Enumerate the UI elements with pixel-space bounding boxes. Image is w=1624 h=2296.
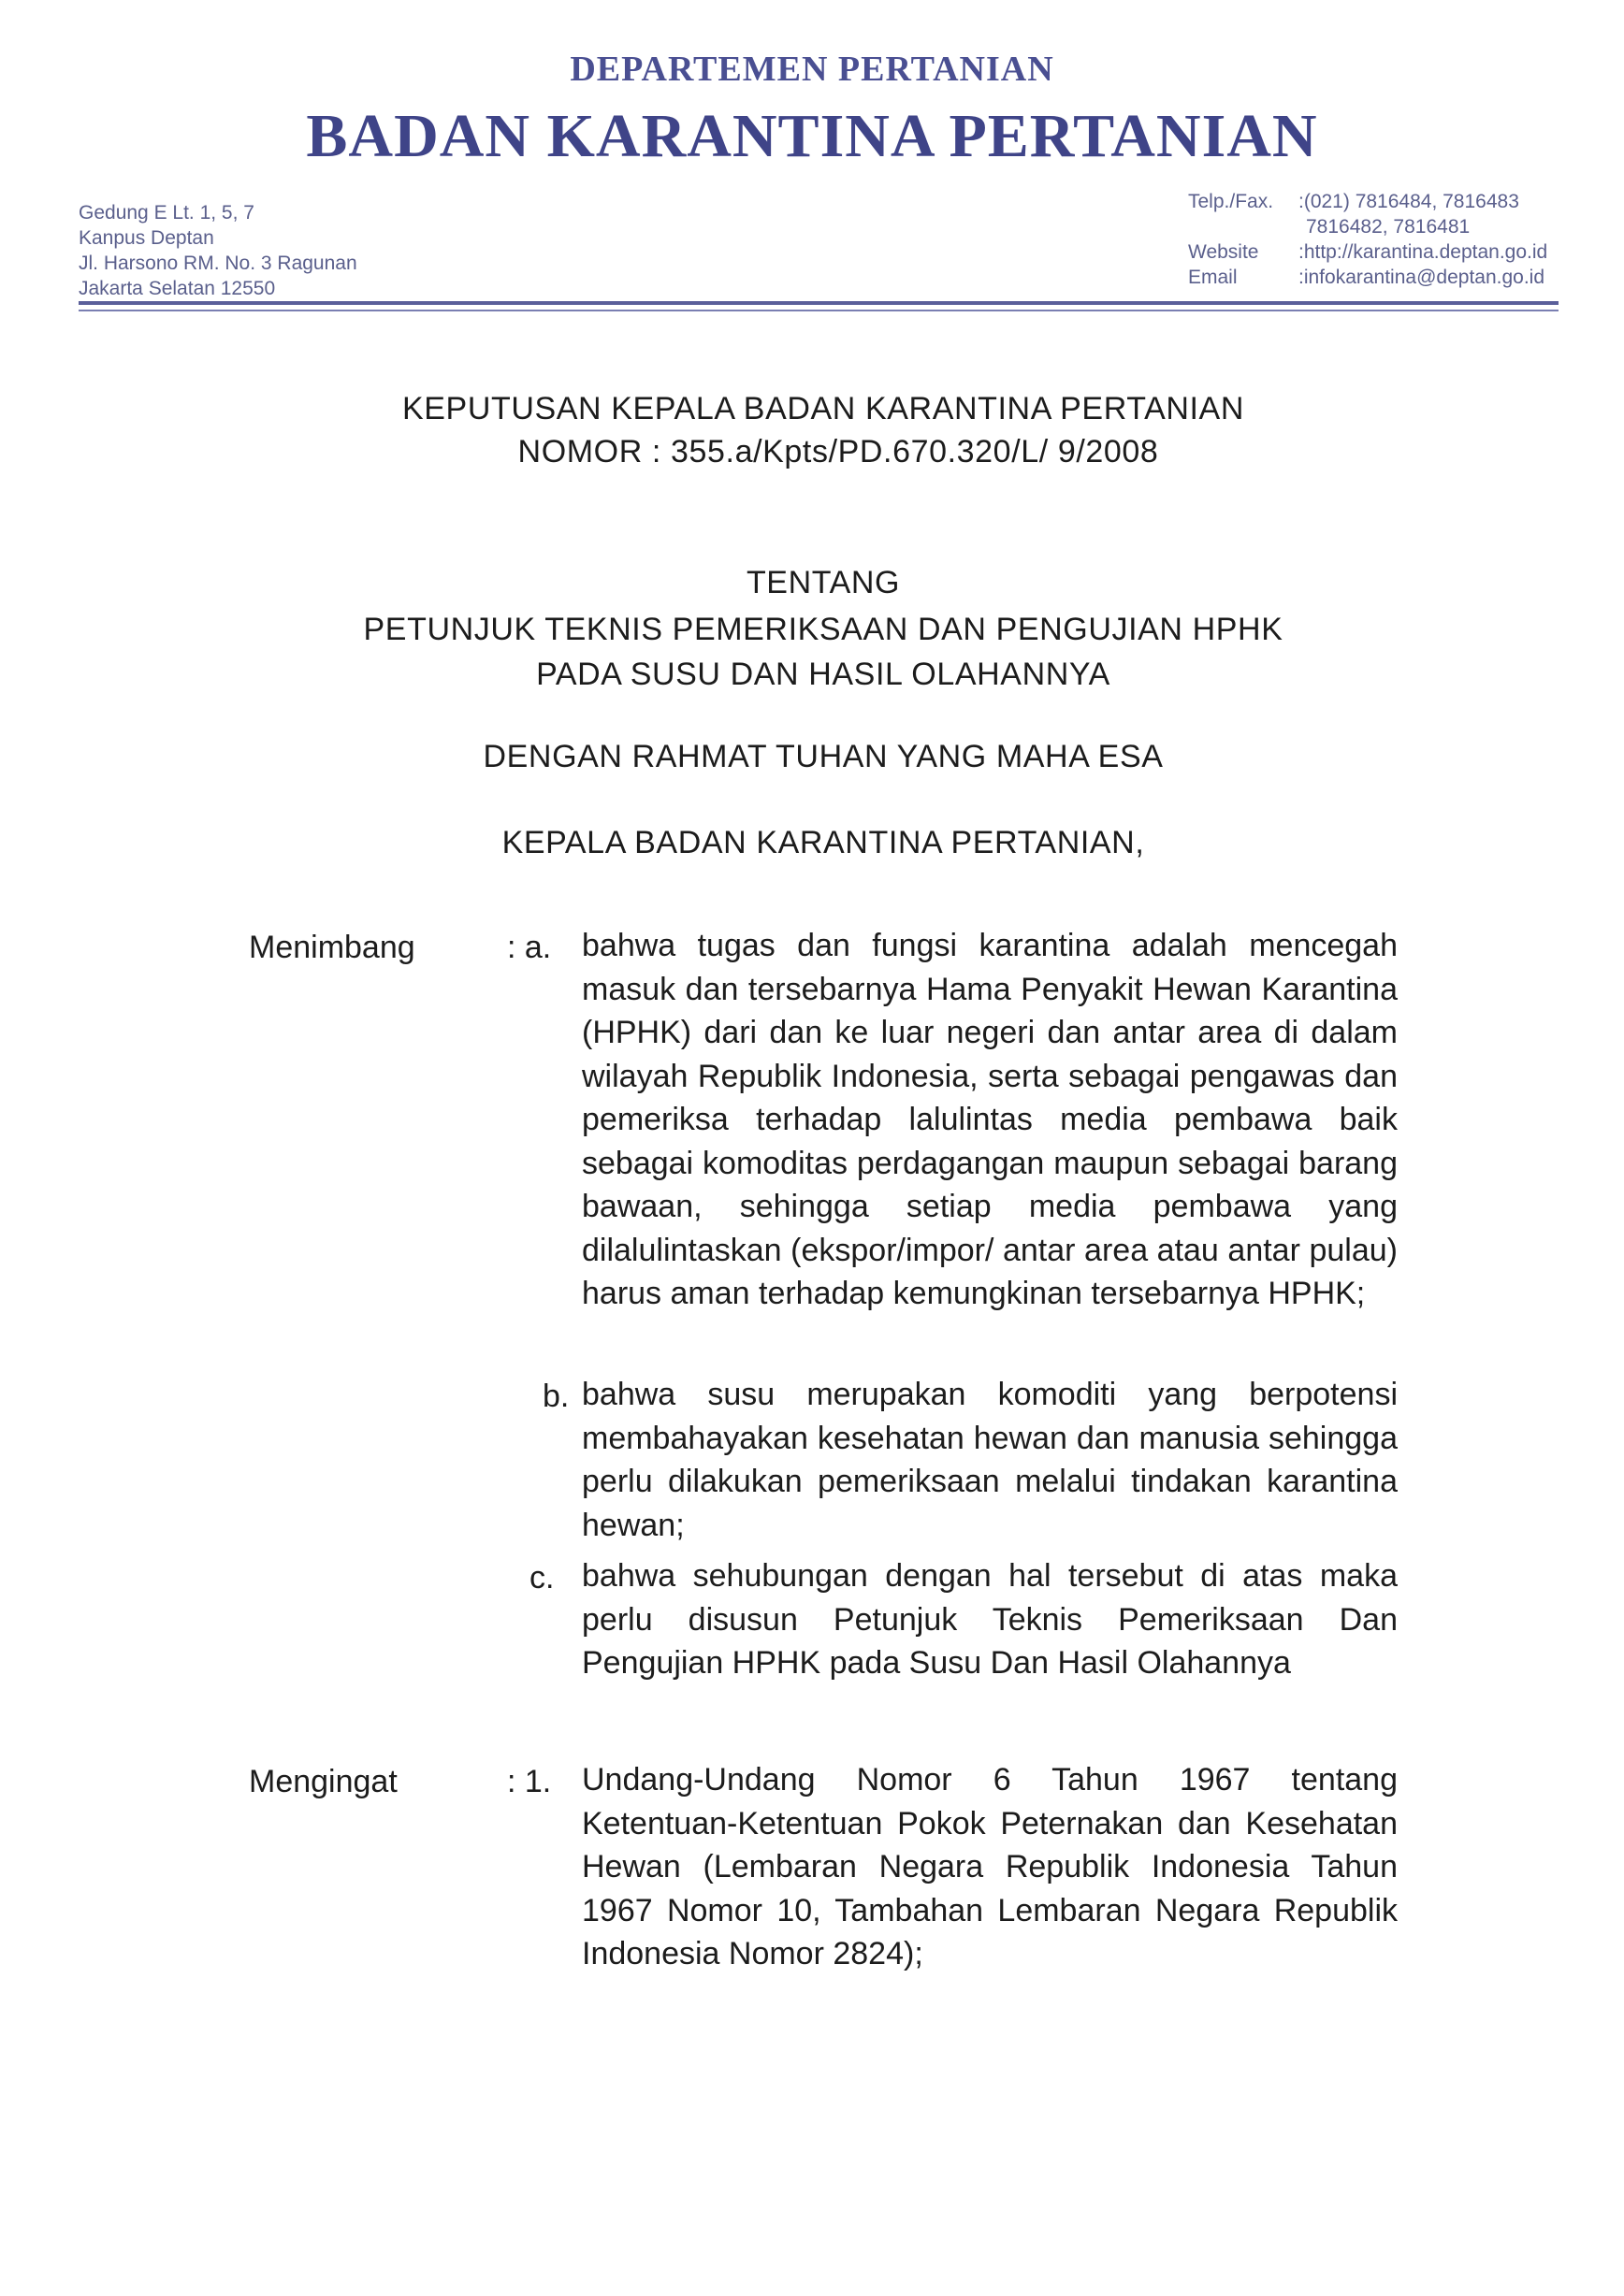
mengingat-item-1-marker: : 1. — [507, 1764, 552, 1799]
letterhead-organization: BADAN KARANTINA PERTANIAN — [306, 102, 1318, 170]
contact-phone-value: :(021) 7816484, 7816483 — [1298, 191, 1519, 212]
address-line: Jakarta Selatan 12550 — [79, 278, 276, 299]
letterhead-divider — [79, 301, 1559, 305]
menimbang-item-a-text: bahwa tugas dan fungsi karantina adalah mencegah masuk dan tersebarnya Hama Penyakit Hewan Karantina (HPHK) dari dan ke luar negeri dan antar area di dalam wilayah Republik Indonesia, serta sebagai pengawas dan pemeriksa terhadap lalulintas media pembawa baik sebagai komoditas perdagangan maupun sebagai barang bawaan, sehingga setiap media pembawa yang dilalulintaskan (ekspor/impor/ antar area atau antar pulau) harus aman terhadap kemungkinan tersebarnya HPHK; — [582, 928, 1398, 1311]
contact-email-label: Email — [1188, 267, 1238, 288]
address-line: Kanpus Deptan — [79, 227, 214, 249]
contact-phone-2 — [1188, 214, 1547, 239]
menimbang-item-b-text: bahwa susu merupakan komoditi yang berpotensi membahayakan kesehatan hewan dan manusia sehingga perlu dilakukan pemeriksaan melalui tindakan karantina hewan; — [582, 1377, 1398, 1543]
mengingat-item-1-text: Undang-Undang Nomor 6 Tahun 1967 tentang Ketentuan-Ketentuan Pokok Peternakan dan Kesehatan Hewan (Lembaran Negara Republik Indonesia Tahun 1967 Nomor 10, Tambahan Lembaran Negara Republik Indonesia Nomor 2824); — [582, 1762, 1398, 1971]
contact-phone — [1188, 189, 1547, 214]
contact-phone-label: Telp./Fax. — [1188, 191, 1274, 212]
decree-number: NOMOR : 355.a/Kpts/PD.670.320/L/ 9/2008 — [517, 434, 1159, 469]
mengingat-label: Mengingat — [249, 1764, 398, 1799]
letterhead-divider-thin — [79, 310, 1559, 311]
decree-invocation: DENGAN RAHMAT TUHAN YANG MAHA ESA — [483, 739, 1164, 774]
letterhead-contact — [1188, 189, 1547, 290]
decree-subject-line1: PETUNJUK TEKNIS PEMERIKSAAN DAN PENGUJIAN HPHK — [363, 612, 1283, 647]
contact-website-value: :http://karantina.deptan.go.id — [1298, 241, 1548, 263]
letterhead-department: DEPARTEMEN PERTANIAN — [570, 50, 1054, 89]
menimbang-item-a-marker: : a. — [507, 930, 552, 965]
menimbang-item-b-marker: b. — [543, 1379, 570, 1414]
decree-about: TENTANG — [746, 565, 901, 600]
menimbang-item-c-marker: c. — [529, 1560, 555, 1596]
address-line: Jl. Harsono RM. No. 3 Ragunan — [79, 253, 357, 274]
address-line: Gedung E Lt. 1, 5, 7 — [79, 202, 254, 224]
contact-website-label: Website — [1188, 241, 1259, 263]
decree-issuer: KEPALA BADAN KARANTINA PERTANIAN, — [501, 825, 1145, 860]
decree-title: KEPUTUSAN KEPALA BADAN KARANTINA PERTANIAN — [401, 391, 1244, 426]
contact-website — [1188, 239, 1547, 265]
letterhead-address — [79, 200, 357, 301]
contact-phone-value-2: 7816482, 7816481 — [1306, 216, 1471, 238]
contact-email-value: :infokarantina@deptan.go.id — [1298, 267, 1545, 288]
decree-subject-line2: PADA SUSU DAN HASIL OLAHANNYA — [536, 657, 1110, 692]
contact-email — [1188, 265, 1547, 290]
menimbang-item-c-text: bahwa sehubungan dengan hal tersebut di atas maka perlu disusun Petunjuk Teknis Pemeriksaan Dan Pengujian HPHK pada Susu Dan Hasil Olahannya — [582, 1558, 1398, 1681]
menimbang-label: Menimbang — [249, 930, 415, 965]
